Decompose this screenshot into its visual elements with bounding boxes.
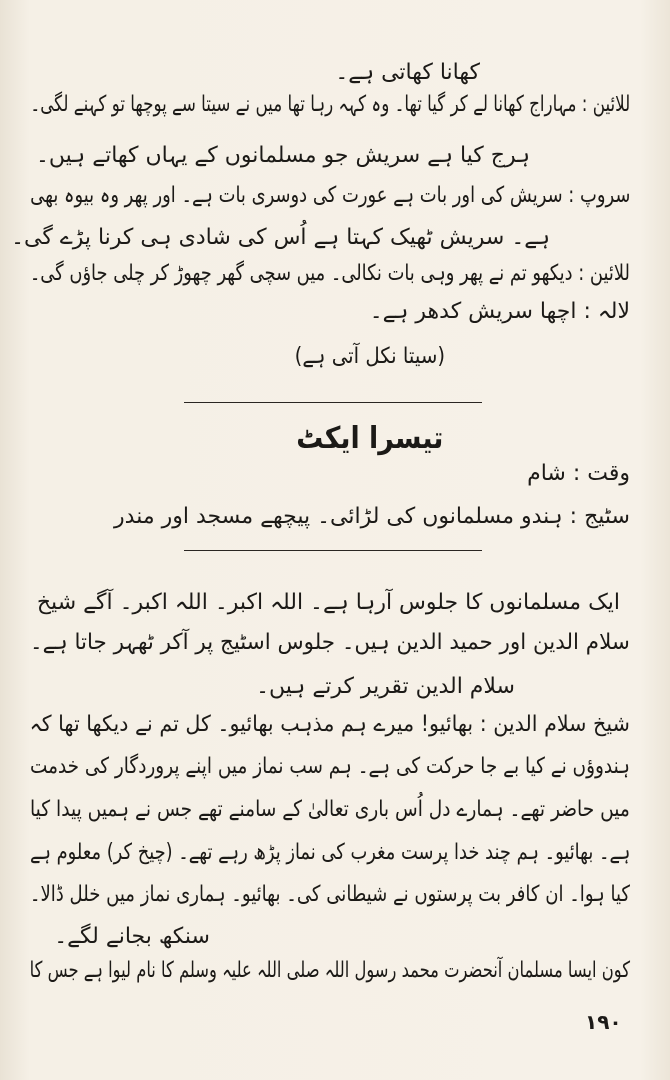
- stage-direction: (سیتا نکل آتی ہے): [294, 344, 446, 369]
- page-number: ۱۹۰: [585, 1010, 622, 1034]
- speech-line: کیا ہوا۔ ان کافر بت پرستوں نے شیطانی کی۔ بھائیو۔ ہماری نماز میں خلل ڈالا۔: [29, 882, 630, 907]
- dialogue-line: لالہ : اچھا سریش کدھر ہے۔: [369, 299, 630, 324]
- body-line: ایک مسلمانوں کا جلوس آرہا ہے۔ اللہ اکبر۔ اللہ اکبر۔ آگے شیخ: [36, 590, 620, 615]
- dialogue-line: ہے۔ سریش ٹھیک کہتا ہے اُس کی شادی ہی کرنا پڑے گی۔: [11, 225, 550, 250]
- body-line: سلام الدین تقریر کرتے ہیں۔: [256, 674, 515, 699]
- divider-top: [184, 402, 482, 403]
- text-line: کھانا کھاتی ہے۔: [335, 60, 480, 85]
- body-line: کون ایسا مسلمان آنحضرت محمد رسول اللہ صلی اللہ علیہ وسلم کا نام لیوا ہے جس کا: [29, 958, 630, 983]
- dialogue-line: للائین : مہاراج کھانا لے کر گیا تھا۔ وہ کہہ رہا تھا میں نے سیتا سے پوچھا تو کہنے لگی۔: [30, 92, 630, 117]
- act-title: تیسرا ایکٹ: [296, 421, 444, 456]
- speech-line: سنکھ بجانے لگے۔: [54, 924, 210, 949]
- speech-line: ہندوؤں نے کیا بے جا حرکت کی ہے۔ ہم سب نماز میں اپنے پروردگار کی خدمت: [30, 754, 630, 779]
- speech-line: میں حاضر تھے۔ ہمارے دل اُس باری تعالیٰ کے سامنے تھے جس نے ہمیں پیدا کیا: [30, 797, 630, 822]
- speech-line: شیخ سلام الدین : بھائیو! میرے ہم مذہب بھائیو۔ کل تم نے دیکھا تھا کہ: [29, 712, 630, 737]
- divider-bottom: [184, 550, 482, 551]
- dialogue-line: سروپ : سریش کی اور بات ہے عورت کی دوسری بات ہے۔ اور پھر وہ بیوہ بھی: [29, 183, 630, 208]
- body-line: سلام الدین اور حمید الدین ہیں۔ جلوس اسٹیج پر آکر ٹھہر جاتا ہے۔: [30, 630, 630, 655]
- speech-line: ہے۔ بھائیو۔ ہم چند خدا پرست مغرب کی نماز پڑھ رہے تھے۔ (چیخ کر) معلوم ہے: [29, 840, 630, 865]
- stage-line: سٹیج : ہندو مسلمانوں کی لڑائی۔ پیچھے مسجد اور مندر: [114, 504, 630, 529]
- dialogue-line: ہرج کیا ہے سریش جو مسلمانوں کے یہاں کھاتے ہیں۔: [36, 143, 530, 168]
- dialogue-line: للائین : دیکھو تم نے پھر وہی بات نکالی۔ میں سچی گھر چھوڑ کر چلی جاؤں گی۔: [29, 261, 630, 286]
- time-line: وقت : شام: [527, 461, 630, 486]
